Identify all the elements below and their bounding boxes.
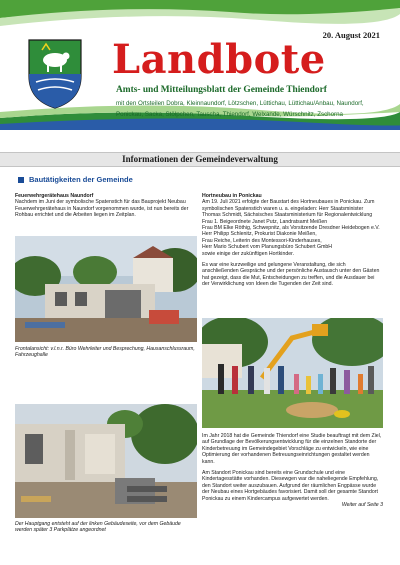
photo-caption-side: Der Hauptgang entsteht auf der linken Gebäudeseite, vor dem Gebäude werden später 3 Parkplätze angeordnet [15,521,181,534]
construction-photo-front [15,236,197,342]
rubric [18,175,133,184]
newspaper-subtitle: Amts- und Mitteilungsblatt der Gemeinde Thiendorf [116,85,327,95]
left-article-body: Nachdem im Juni der symbolische Spatenstich für das Bauprojekt Neubau Feuerwehrgerätehaus in Naundorf vorgenommen wurde, ist nun bereits der Rohbau errichtet und die Arbeiten liegen im Zeitplan. [15,199,189,219]
section-title: Informationen der Gemeindeverwaltung [122,154,278,164]
masthead [0,0,400,130]
continue-link[interactable]: Weiter auf Seite 3 [341,502,383,509]
town-list: mit den Ortsteilen Dobra, Kleinnaundorf, Lötzschen, Lüttichau, Lüttichau/Anbau, Naundorf, Ponickau, Sacka, Stölpchen, Tauscha, Thiendorf, Welxande, Würschnitz, Zschorna [116,100,364,118]
coat-of-arms-icon [26,38,84,110]
photo-caption-front: Frontalansicht: v.l.n.r. Büro Wehrleiter und Besprechung, Hausanschlussraum, Fahrzeughalle [15,346,195,359]
right-article-continued [202,433,383,508]
section-header [0,152,400,167]
newspaper-title: Landbote [112,36,326,83]
groundbreaking-photo [202,318,383,428]
left-article [15,193,195,219]
issue-date: 20. August 2021 [322,30,380,40]
square-bullet-icon [18,177,24,183]
guest-item: Frau Reiche, Leiterin des Montessori-Kinderhauses, [202,237,322,244]
right-article-heading: Hortneubau in Ponickau [202,193,262,199]
guest-item: Herr Mario Schubert vom Planungsbüro Schubert GmbH [202,244,333,251]
guest-item: Frau 1. Beigeordnete Janet Putz, Landratsamt Meißen [202,218,328,225]
right-article-paragraph: Im Jahr 2018 hat die Gemeinde Thiendorf eine Studie beauftragt mit dem Ziel, auf Grundlage der Bevölkerungsentwicklung für die einzelnen Standorte der Kinderbetreuung im Gemeindegebiet Vorschläge zu entwickeln, wie eine Optimierung der vorhandenen Betreuungseinrichtungen gestaltet werden kann. [202,433,382,465]
guest-item: sowie einige der zukünftigen Hortkinder. [202,250,294,257]
rubric-label: Bautätigkeiten der Gemeinde [29,175,133,184]
construction-photo-side [15,404,197,518]
right-article [202,193,383,288]
guest-item: Herr Philipp Schlenitz, Prokurist Diakonie Meißen, [202,231,317,238]
left-article-heading: Feuerwehrgerätehaus Naundorf [15,193,94,199]
right-article-paragraph: Es war eine kurzweilige und gelungene Veranstaltung, die sich anschließenden Gespräche und der persönliche Austausch unter den Gästen hat gezeigt, dass die Mut, Entscheidungen zu treffen, und die Ausdauer bei der Verwirklichung von Ideen die Tugenden der Zeit sind. [202,262,380,288]
right-article-intro: Am 19. Juli 2021 erfolgte der Baustart des Hortneubaues in Ponickau. Zum symbolischen Spatenstich waren u. a. eingeladen: Herr Staatsminister Thomas Schmidt, Sächsisches Staatsministerium für Regionalentwicklung [202,199,375,219]
right-article-paragraph: Am Standort Ponickau sind bereits eine Grundschule und eine Kindertagesstätte vorhanden. Diesewgen war die naheliegende Empfehlung, den Standort weiter auszubauen. Aufgrund der räumlichen Engpässe wurde der Neubau eines Hortgebäudes favorisiert. Damit soll der gesamte Standort Ponickau zu einem Kindercampus aufgewertet werden. [202,470,379,502]
guest-item: Frau BM Elke Röthig, Schwepnitz, als Vorsitzende Dresdner Heidebogen e.V. [202,225,380,232]
